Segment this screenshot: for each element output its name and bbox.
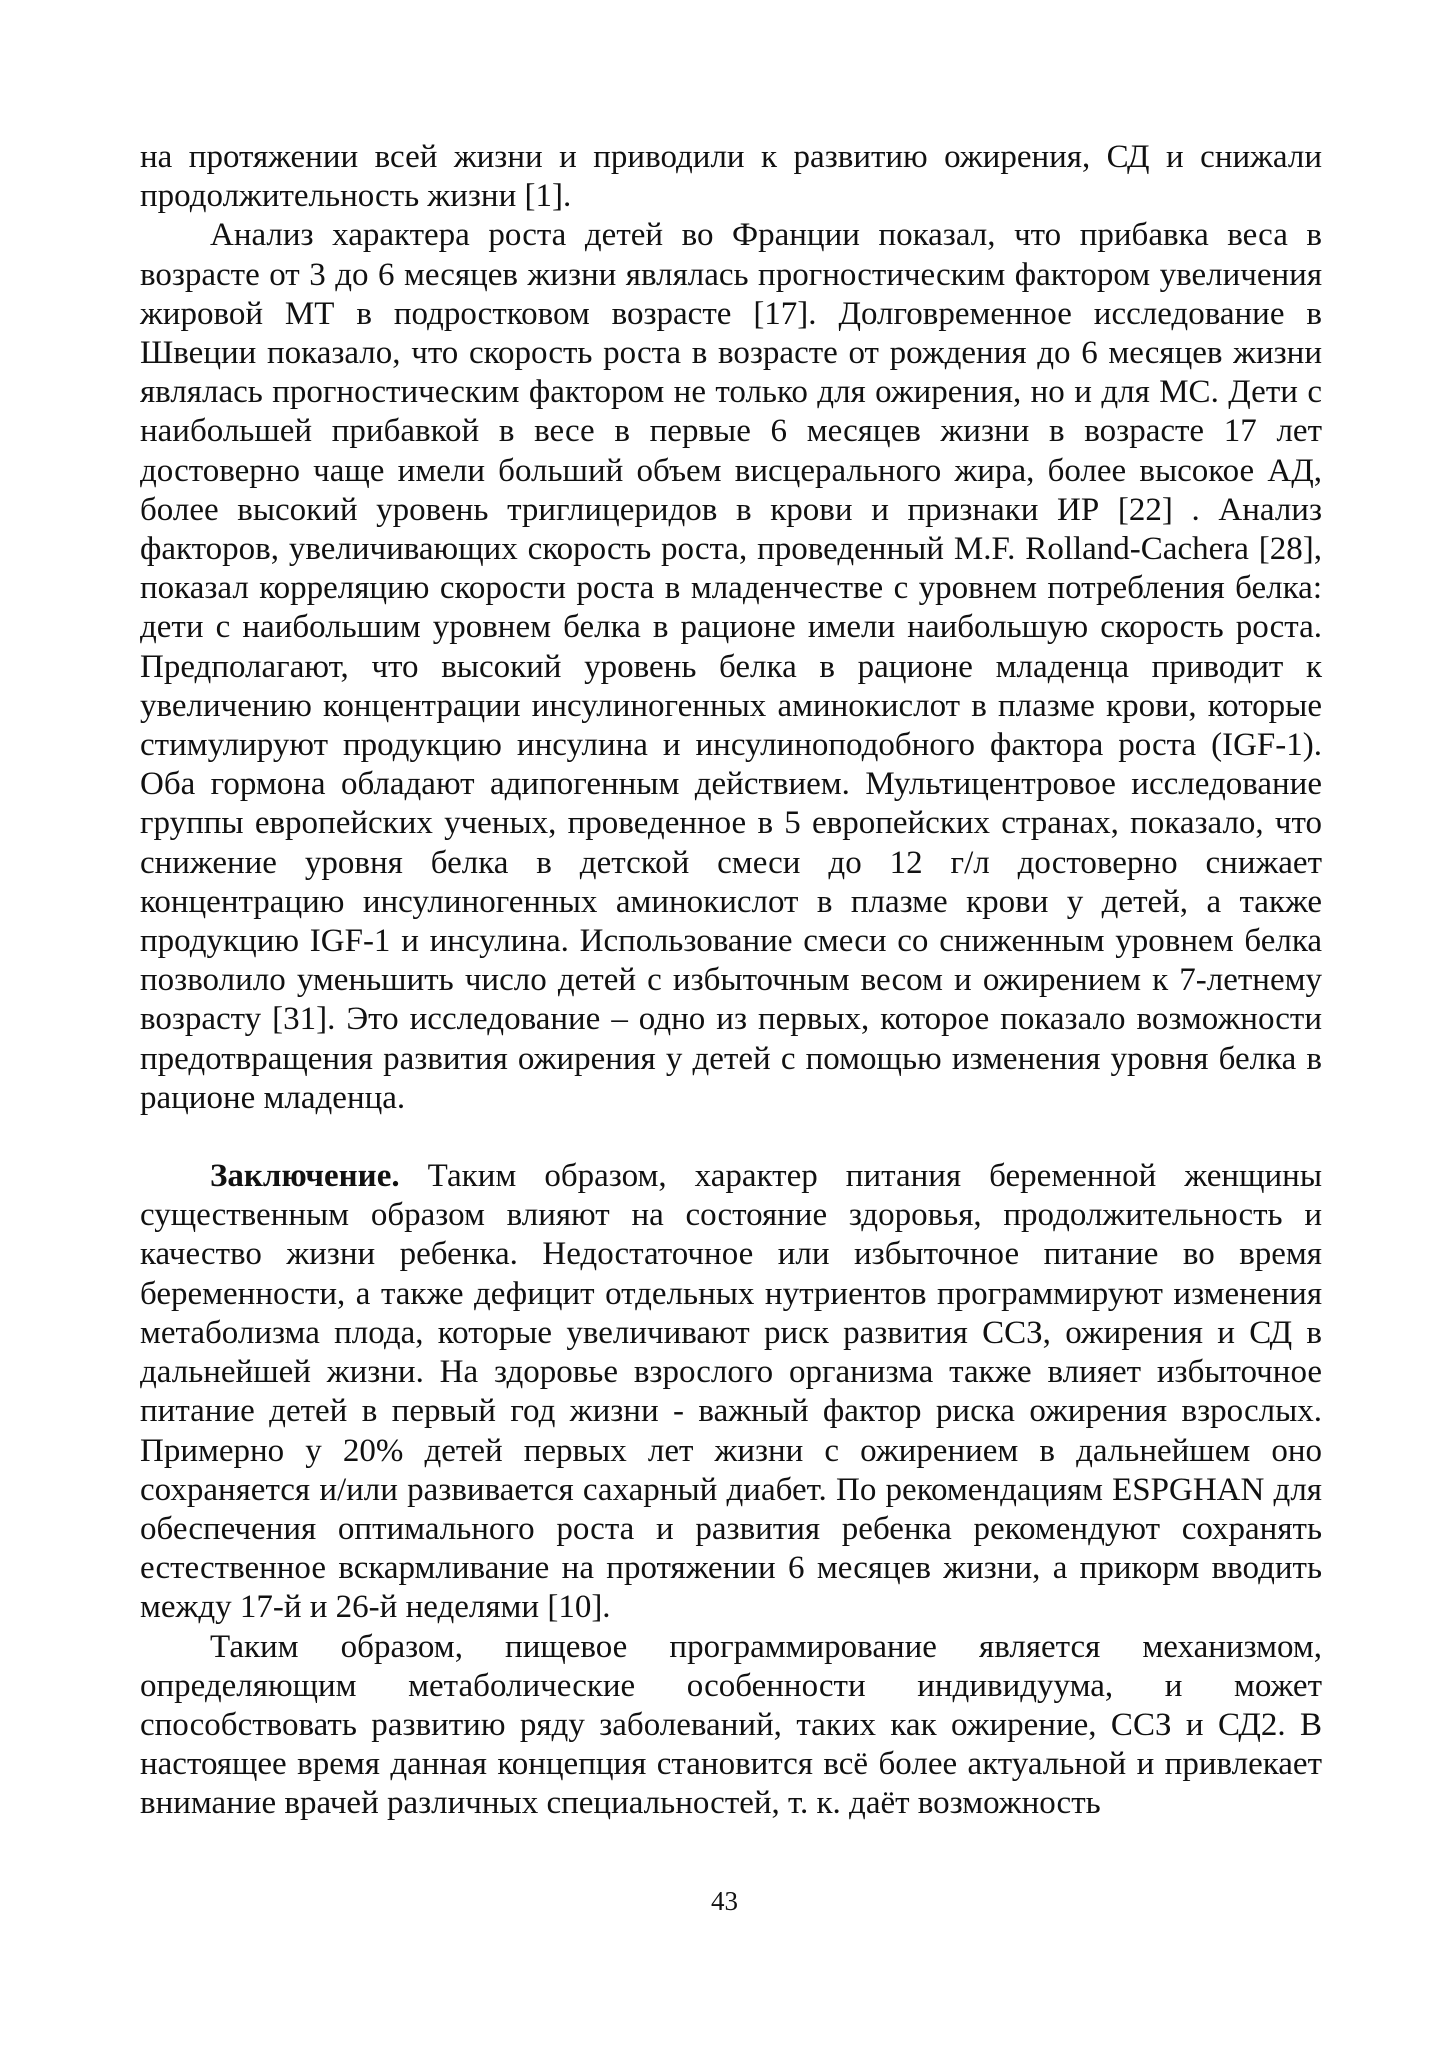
document-page — [140, 138, 1322, 1824]
paragraph-conclusion — [140, 1157, 1322, 1627]
page-number: 43 — [711, 1886, 738, 1916]
conclusion-text: Таким образом, характер питания беременной женщины существенным образом влияют на состояние здоровья, продолжительность и качество жизни ребенка. Недостаточное или избыточное питание во время беременности, а также дефицит отдельных нутриентов программируют изменения метаболизма плода, которые увеличивают риск развития ССЗ, ожирения и СД в дальнейшей жизни. На здоровье взрослого организма также влияет избыточное питание детей в первый год жизни - важный фактор риска ожирения взрослых. Примерно у 20% детей первых лет жизни с ожирением в дальнейшем оно сохраняется и/или развивается сахарный диабет. По рекомендациям ESPGHAN для обеспечения оптимального роста и развития ребенка рекомендуют сохранять естественное вскармливание на протяжении 6 месяцев жизни, а прикорм вводить между 17-й и 26-й неделями [10]. — [140, 1158, 1322, 1626]
paragraph-continuation: на протяжении всей жизни и приводили к развитию ожирения, СД и снижали продолжительность жизни [1]. — [140, 139, 1322, 215]
conclusion-heading: Заключение. — [210, 1158, 400, 1195]
paragraph-nutritional-programming: Таким образом, пищевое программирование является механизмом, определяющим метаболические особенности индивидуума, и может способствовать развитию ряду заболеваний, таких как ожирение, ССЗ и СД2. В настоящее время данная концепция становится всё более актуальной и привлекает внимание врачей различных специальностей, т. к. даёт возможность — [140, 1628, 1322, 1822]
paragraph-growth-analysis: Анализ характера роста детей во Франции показал, что прибавка веса в возрасте от 3 до 6 месяцев жизни являлась прогностическим фактором увеличения жировой МТ в подростковом возрасте [17]. Долговременное исследование в Швеции показало, что скорость роста в возрасте от рождения до 6 месяцев жизни являлась прогностическим фактором не только для ожирения, но и для МС. Дети с наибольшей прибавкой в весе в первые 6 месяцев жизни в возрасте 17 лет достоверно чаще имели больший объем висцерального жира, более высокое АД, более высокий уровень триглицеридов в крови и признаки ИР [22] . Анализ факторов, увеличивающих скорость роста, проведенный M.F. Rolland-Cachera [28], показал корреляцию скорости роста в младенчестве с уровнем потребления белка: дети с наибольшим уровнем белка в рационе имели наибольшую скорость роста. Предполагают, что высокий уровень белка в рационе младенца приводит к увеличению концентрации инсулиногенных аминокислот в плазме крови, которые стимулируют продукцию инсулина и инсулиноподобного фактора роста (IGF-1). Оба гормона обладают адипогенным действием. Мультицентровое исследование группы европейских ученых, проведенное в 5 европейских странах, показало, что снижение уровня белка в детской смеси до 12 г/л достоверно снижает концентрацию инсулиногенных аминокислот в плазме крови у детей, а также продукцию IGF-1 и инсулина. Использование смеси со сниженным уровнем белка позволило уменьшить число детей с избыточным весом и ожирением к 7-летнему возрасту [31]. Это исследование – одно из первых, которое показало возможности предотвращения развития ожирения у детей с помощью изменения уровня белка в рационе младенца. — [140, 217, 1322, 1116]
